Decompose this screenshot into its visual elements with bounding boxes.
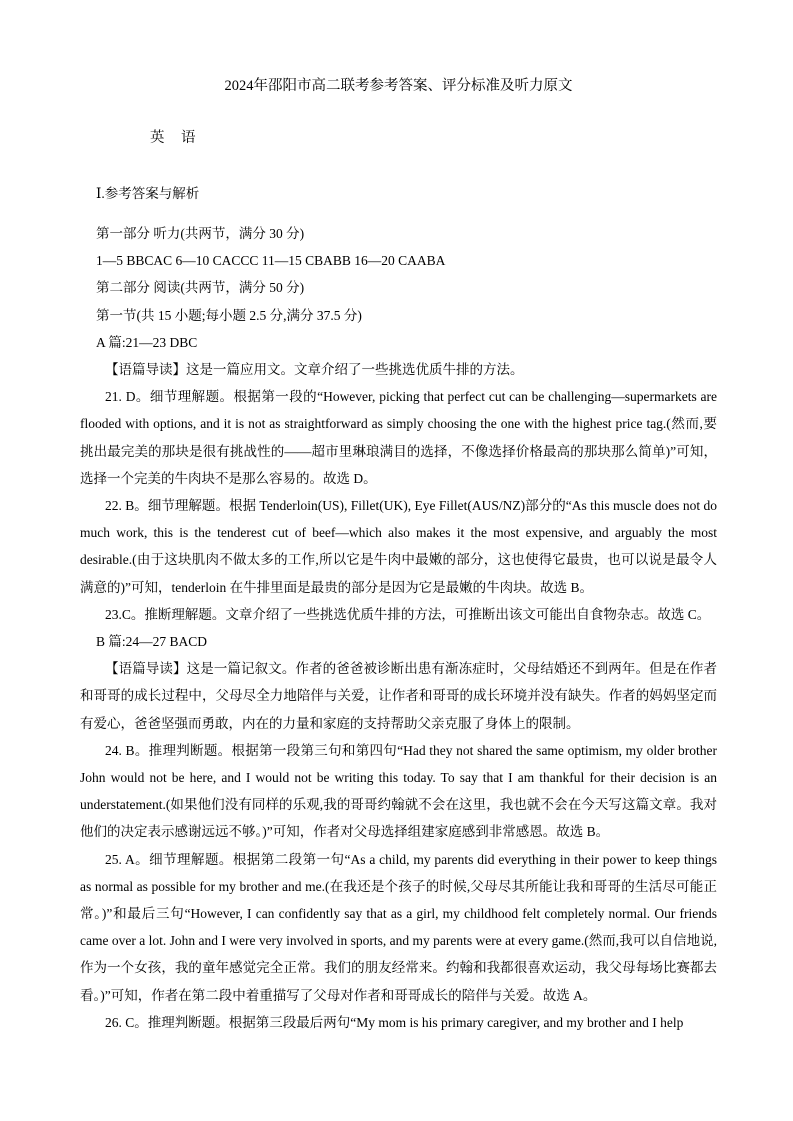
subject-label: 英 语: [150, 130, 197, 146]
explanation-21: 21. D。细节理解题。根据第一段的“However, picking that perfect cut can be challenging—supermarkets are flooded with options, and it is not as straightforward as simply choosing the one with the highest price tag.(然而,要挑出最完美的那块是很有挑战性的——超市里琳琅满目的选择，不像选择价格最高的那块那么简单)”可知，选择一个完美的牛肉块不是那么容易的。故选 D。: [80, 389, 717, 486]
explanation-26: 26. C。推理判断题。根据第三段最后两句“My mom is his primary caregiver, and my brother and I help: [105, 1014, 684, 1030]
reading-part-heading: 第二部分 阅读(共两节，满分 50 分): [96, 280, 305, 296]
listening-answers: 1—5 BBCAC 6—10 CACCC 11—15 CBABB 16—20 CAABA: [96, 253, 446, 269]
explanation-24: 24. B。推理判断题。根据第一段第三句和第四句“Had they not shared the same optimism, my older brother John would not be here, and I would not be writing this today. To say that I am thankful for their decision is an understatement.(如果他们没有同样的乐观,我的哥哥约翰就不会在这里，我也就不会在今天写这篇文章。我对他们的决定表示感谢远远不够。)”可知，作者对父母选择组建家庭感到非常感恩。故选 B。: [80, 742, 717, 840]
reading-section1-heading: 第一节(共 15 小题;每小题 2.5 分,满分 37.5 分): [96, 307, 362, 323]
explanation-23: 23.C。推断理解题。文章介绍了一些挑选优质牛排的方法，可推断出该文可能出自食物杂志。故选 C。: [105, 606, 711, 622]
answer-key-section-heading: Ⅰ.参考答案与解析: [96, 186, 200, 201]
listening-part-heading: 第一部分 听力(共两节，满分 30 分): [96, 226, 305, 241]
passage-a-answers: A 篇:21—23 DBC: [96, 334, 198, 350]
document-title: 2024年邵阳市高二联考参考答案、评分标准及听力原文: [224, 78, 573, 94]
explanation-25: 25. A。细节理解题。根据第二段第一句“As a child, my parents did everything in their power to keep things as normal as possible for my brother and me.(在我还是个孩子的时候,父母尽其所能让我和哥哥的生活尽可能正常。)”和最后三句“However, I can confidently say that as a girl, my childhood felt completely normal. Our friends came over a lot. John and I were very involved in sports, and my parents were at every game.(然而,我可以自信地说,作为一个女孩，我的童年感觉完全正常。我们的朋友经常来。约翰和我都很喜欢运动，我父母每场比赛都去看。)”可知，作者在第二段中着重描写了父母对作者和哥哥成长的陪伴与关爱。故选 A。: [80, 851, 717, 1003]
passage-b-answers: B 篇:24—27 BACD: [96, 634, 208, 650]
passage-a-intro: 【语篇导读】这是一篇应用文。文章介绍了一些挑选优质牛排的方法。: [105, 362, 524, 378]
explanation-22: 22. B。细节理解题。根据 Tenderloin(US), Fillet(UK), Eye Fillet(AUS/NZ)部分的“As this muscle does not do much work, this is the tenderest cut of beef—which also makes it the most expensive, and arguably the most desirable.(由于这块肌肉不做太多的工作,所以它是牛肉中最嫩的部分，这也使得它最贵，也可以说是最令人满意的)”可知，tenderloin 在牛排里面是最贵的部分是因为它是最嫩的牛肉块。故选 B。: [80, 498, 717, 595]
passage-b-intro: 【语篇导读】这是一篇记叙文。作者的爸爸被诊断出患有渐冻症时，父母结婚还不到两年。但是在作者和哥哥的成长过程中，父母尽全力地陪伴与关爱，让作者和哥哥的成长环境并没有缺失。作者的妈妈坚定而有爱心，爸爸坚强而勇敢，内在的力量和家庭的支持帮助父亲克服了身体上的限制。: [80, 661, 717, 731]
document-body: [80, 220, 717, 1036]
